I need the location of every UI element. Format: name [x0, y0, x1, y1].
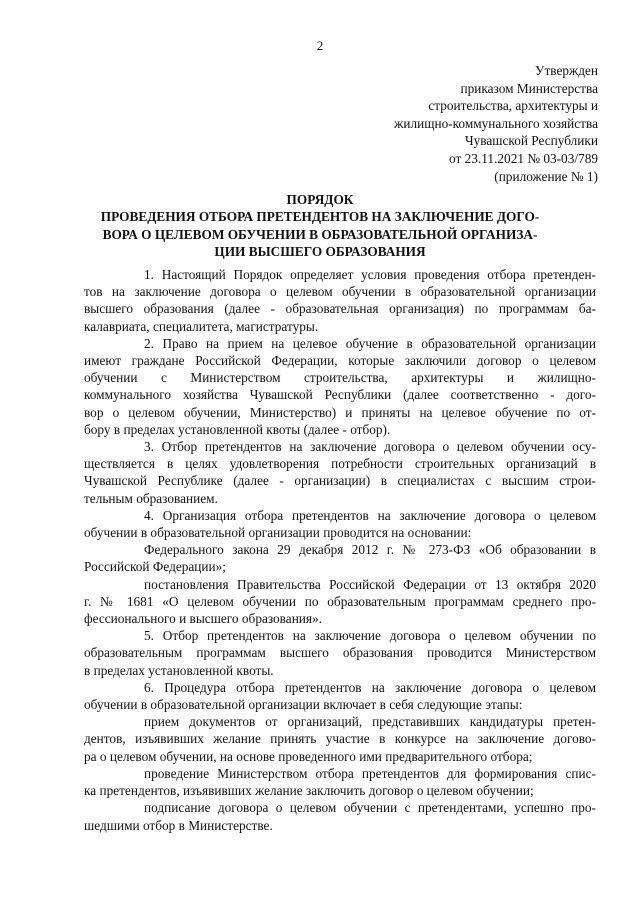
text-line: ка претендентов, изъявивших желание заключить договор о целевом обучении; — [84, 783, 534, 799]
paragraph — [84, 627, 596, 679]
document-title — [100, 191, 540, 261]
paragraph — [84, 713, 596, 765]
approval-block — [394, 62, 598, 185]
text-line: Российской Федерации»; — [84, 559, 226, 575]
text-line: вор о целевом обучении, Министерство) и приняты на целевое обучение по от- — [84, 404, 596, 420]
title-line: ПРОВЕДЕНИЯ ОТБОРА ПРЕТЕНДЕНТОВ НА ЗАКЛЮЧЕНИЕ ДОГО- — [100, 209, 540, 225]
text-line: ра о целевом обучении, на основе проведенного ими предварительного отбора; — [84, 748, 533, 764]
text-line: шедшими отбор в Министерстве. — [84, 817, 273, 833]
text-line: тов на заключение договора о целевом обучении в образовательной организации — [84, 284, 596, 300]
paragraph — [84, 507, 596, 541]
approval-line: приказом Министерства — [460, 80, 598, 96]
text-line: коммунального хозяйства Чувашской Республики (далее соответственно - дого- — [84, 387, 596, 403]
paragraph — [84, 335, 596, 438]
text-line: обучении в образовательной организации включает в себя следующие этапы: — [84, 697, 523, 713]
text-line: калавриата, специалитета, магистратуры. — [84, 318, 319, 334]
text-line: ществляется в целях удовлетворения потребности строительных организаций в — [84, 456, 596, 472]
approval-line: Чувашской Республики — [464, 133, 598, 149]
text-line: 4. Организация отбора претендентов на заключение договора о целевом — [144, 507, 596, 523]
text-line: бору в пределах установленной квоты (далее - отбор). — [84, 421, 391, 437]
page-number: 2 — [316, 38, 324, 53]
title-line: ЦИИ ВЫСШЕГО ОБРАЗОВАНИЯ — [214, 244, 426, 260]
text-line: образовательным программам высшего образования проводится Министерством — [84, 645, 596, 661]
text-line: Чувашской Республике (далее - организации) в специалистах с высшим строи- — [84, 473, 596, 489]
paragraph — [84, 266, 596, 335]
text-line: в пределах установленной квоты. — [84, 662, 274, 678]
text-line: фессионального и высшего образования». — [84, 611, 323, 627]
text-line: проведение Министерством отбора претендентов для формирования спис- — [144, 765, 596, 781]
text-line: прием документов от организаций, представивших кандидатуры претен- — [144, 714, 596, 730]
text-line: тельным образованием. — [84, 490, 218, 506]
title-line: ПОРЯДОК — [286, 192, 354, 207]
text-line: 1. Настоящий Порядок определяет условия проведения отбора претенден- — [144, 267, 596, 282]
approval-line: (приложение № 1) — [494, 168, 598, 184]
text-line: дентов, изъявивших желание принять участие в конкурсе на заключение догово- — [84, 731, 596, 747]
text-line: высшего образования (далее - образовательная организация) по программам ба- — [84, 301, 596, 317]
paragraph — [84, 541, 596, 575]
paragraph — [84, 438, 596, 507]
title-line: ВОРА О ЦЕЛЕВОМ ОБУЧЕНИИ В ОБРАЗОВАТЕЛЬНОЙ ОРГАНИЗА- — [102, 226, 538, 242]
approval-line: строительства, архитектуры и — [428, 98, 598, 114]
text-line: г. № 1681 «О целевом обучении по образовательным программам среднего про- — [84, 593, 596, 609]
paragraph — [84, 765, 596, 799]
approval-line: от 23.11.2021 № 03-03/789 — [449, 150, 598, 166]
text-line: имеют граждане Российской Федерации, которые заключили договор о целевом — [84, 353, 596, 369]
text-line: постановления Правительства Российской Федерации от 13 октября 2020 — [144, 576, 596, 592]
text-line: 5. Отбор претендентов на заключение договора о целевом обучении по — [144, 628, 596, 644]
paragraph — [84, 679, 596, 713]
approval-line: Утвержден — [535, 63, 598, 78]
text-line: Федерального закона 29 декабря 2012 г. № 273-ФЗ «Об образовании в — [144, 542, 596, 558]
approval-line: жилищно-коммунального хозяйства — [394, 115, 598, 131]
text-line: подписание договора о целевом обучении с претендентами, успешно про- — [144, 800, 596, 816]
text-line: 6. Процедура отбора претендентов на заключение договора о целевом — [144, 679, 596, 695]
text-line: 3. Отбор претендентов на заключение договора о целевом обучении осу- — [144, 439, 596, 455]
paragraph — [84, 799, 596, 833]
text-line: обучении с Министерством строительства, архитектуры и жилищно- — [84, 370, 596, 386]
text-line: 2. Право на прием на целевое обучение в образовательной организации — [144, 335, 596, 351]
text-line: обучении в образовательной организации проводится на основании: — [84, 525, 472, 541]
document-body — [84, 266, 596, 834]
paragraph — [84, 576, 596, 628]
